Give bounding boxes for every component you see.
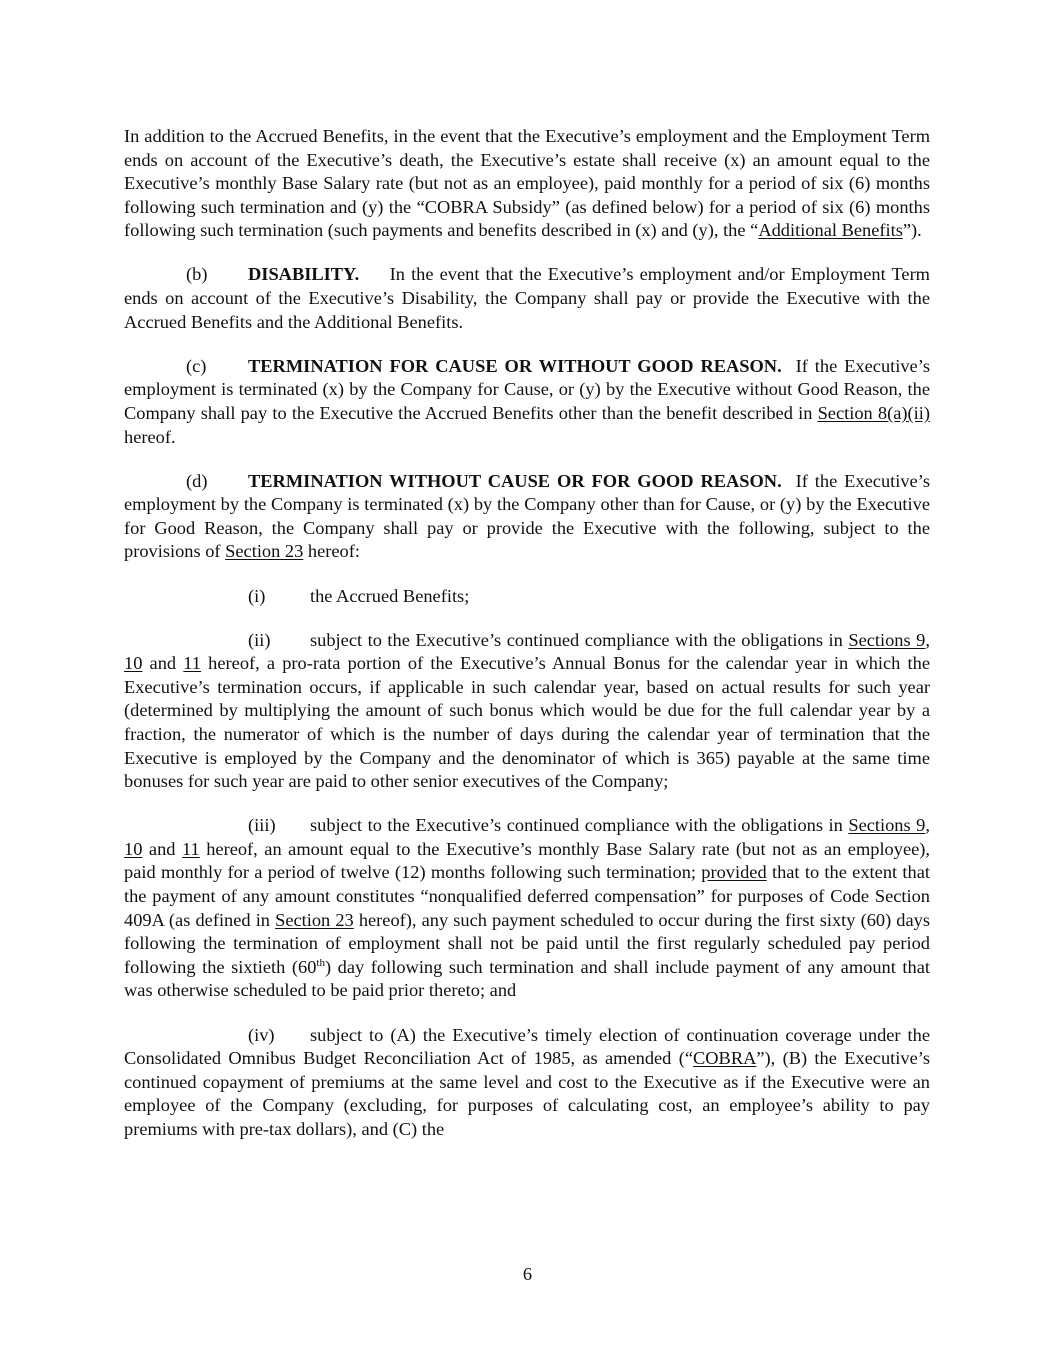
provided-term: provided: [701, 862, 767, 883]
section-reference: Sections 9: [848, 815, 926, 836]
section-reference: 10: [124, 838, 143, 859]
text: ) day following such termination and shall include payment of any amount that was otherwise scheduled to be paid prior thereto; and: [124, 956, 930, 1001]
text: ,: [925, 629, 930, 650]
paragraph-b-disability: [124, 263, 930, 334]
paragraph-death: [124, 125, 930, 243]
section-reference: 10: [124, 653, 143, 674]
paragraph-label: (b): [186, 264, 208, 285]
paragraph-label: (i): [248, 585, 266, 606]
text: ,: [925, 815, 930, 836]
section-heading: DISABILITY.: [248, 264, 360, 285]
text: and: [142, 653, 184, 674]
text: subject to the Executive’s continued compliance with the obligations in: [310, 815, 849, 836]
section-reference: Section 8(a)(ii): [817, 402, 930, 423]
section-reference: 11: [181, 838, 200, 859]
text: hereof.: [124, 426, 176, 447]
cobra-term: COBRA: [693, 1048, 757, 1069]
section-reference: 11: [183, 653, 201, 674]
text: ”), (B) the Executive’s continued copayment of premiums at the same level and cost to the Executive as if the Executive were an employee of the Company (excluding, for purposes of calculating cost, an employee’s ability to pay premiums with pre-tax dollars), and (C) the: [124, 1048, 931, 1139]
text: If the Executive’s employment is terminated (x) by the Company for Cause, or (y) by the Executive without Good Reason, the Company shall pay to the Executive the Accrued Benefits other than the benefit described in: [124, 355, 930, 423]
paragraph-d-iii: [124, 814, 930, 1003]
text: hereof:: [303, 541, 360, 562]
document-page: [124, 125, 930, 1162]
text: In addition to the Accrued Benefits, in the event that the Executive’s employment and the Employment Term ends on account of the Executive’s death, the Executive’s estate shall receive (x) an amount equal to the Executive’s monthly Base Salary rate (but not as an employee), paid monthly for a period of six (6) months following such termination and (y) the “COBRA Subsidy” (as defined below) for a period of six (6) months following such termination (such payments and benefits described in (x) and (y), the “: [124, 126, 930, 241]
additional-benefits-term: Additional Benefits: [758, 220, 903, 241]
paragraph-d-iv: [124, 1024, 930, 1142]
text: the Accrued Benefits;: [310, 585, 470, 606]
paragraph-label: (d): [186, 470, 208, 491]
text: In the event that the Executive’s employment and/or Employment Term ends on account of the Executive’s Disability, the Company shall pay or provide the Executive with the Accrued Benefits and the Additional Benefits.: [124, 264, 930, 332]
paragraph-d-i: [124, 585, 930, 609]
text: and: [142, 838, 182, 859]
text: hereof), any such payment scheduled to occur during the first sixty (60) days following the termination of employment shall not be paid until the first regularly scheduled pay period following the sixtieth (60: [124, 909, 931, 977]
text: that to the extent that the payment of any amount constitutes “nonqualified deferred compensation” for purposes of Code Section 409A (as defined in: [124, 862, 930, 930]
text: hereof, an amount equal to the Executive’s monthly Base Salary rate (but not as an employee), paid monthly for a period of twelve (12) months following such termination;: [124, 838, 930, 883]
paragraph-d-ii: [124, 629, 930, 794]
text: ”).: [902, 220, 922, 241]
section-reference: Section 23: [275, 909, 354, 930]
paragraph-label: (iii): [248, 815, 276, 836]
paragraph-d-termination-without-cause: [124, 470, 930, 564]
paragraph-label: (iv): [248, 1024, 275, 1045]
paragraph-c-termination-for-cause: [124, 355, 930, 449]
text: subject to (A) the Executive’s timely election of continuation coverage under the Consolidated Omnibus Budget Reconciliation Act of 1985, as amended (“: [124, 1024, 930, 1069]
section-heading: TERMINATION WITHOUT CAUSE OR FOR GOOD REASON.: [248, 470, 782, 491]
section-reference: Section 23: [225, 541, 304, 562]
text: subject to the Executive’s continued compliance with the obligations in: [310, 629, 849, 650]
text: If the Executive’s employment by the Company is terminated (x) by the Company other than for Cause, or (y) by the Executive for Good Reason, the Company shall pay or provide the Executive with the following, subject to the provisions of: [124, 470, 930, 562]
text: hereof, a pro-rata portion of the Executive’s Annual Bonus for the calendar year in which the Executive’s termination occurs, if applicable in such calendar year, based on actual results for such year (determined by multiplying the amount of such bonus which would be due for the full calendar year by a fraction, the numerator of which is the number of days during the calendar year of termination that the Executive is employed by the Company and the denominator of which is 365) payable at the same time bonuses for such year are paid to other senior executives of the Company;: [124, 653, 930, 792]
page-number: 6: [522, 1264, 533, 1284]
section-reference: Sections 9: [848, 629, 926, 650]
section-heading: TERMINATION FOR CAUSE OR WITHOUT GOOD REASON.: [248, 355, 782, 376]
paragraph-label: (c): [186, 355, 207, 376]
paragraph-label: (ii): [248, 629, 271, 650]
ordinal-superscript: th: [316, 956, 325, 969]
